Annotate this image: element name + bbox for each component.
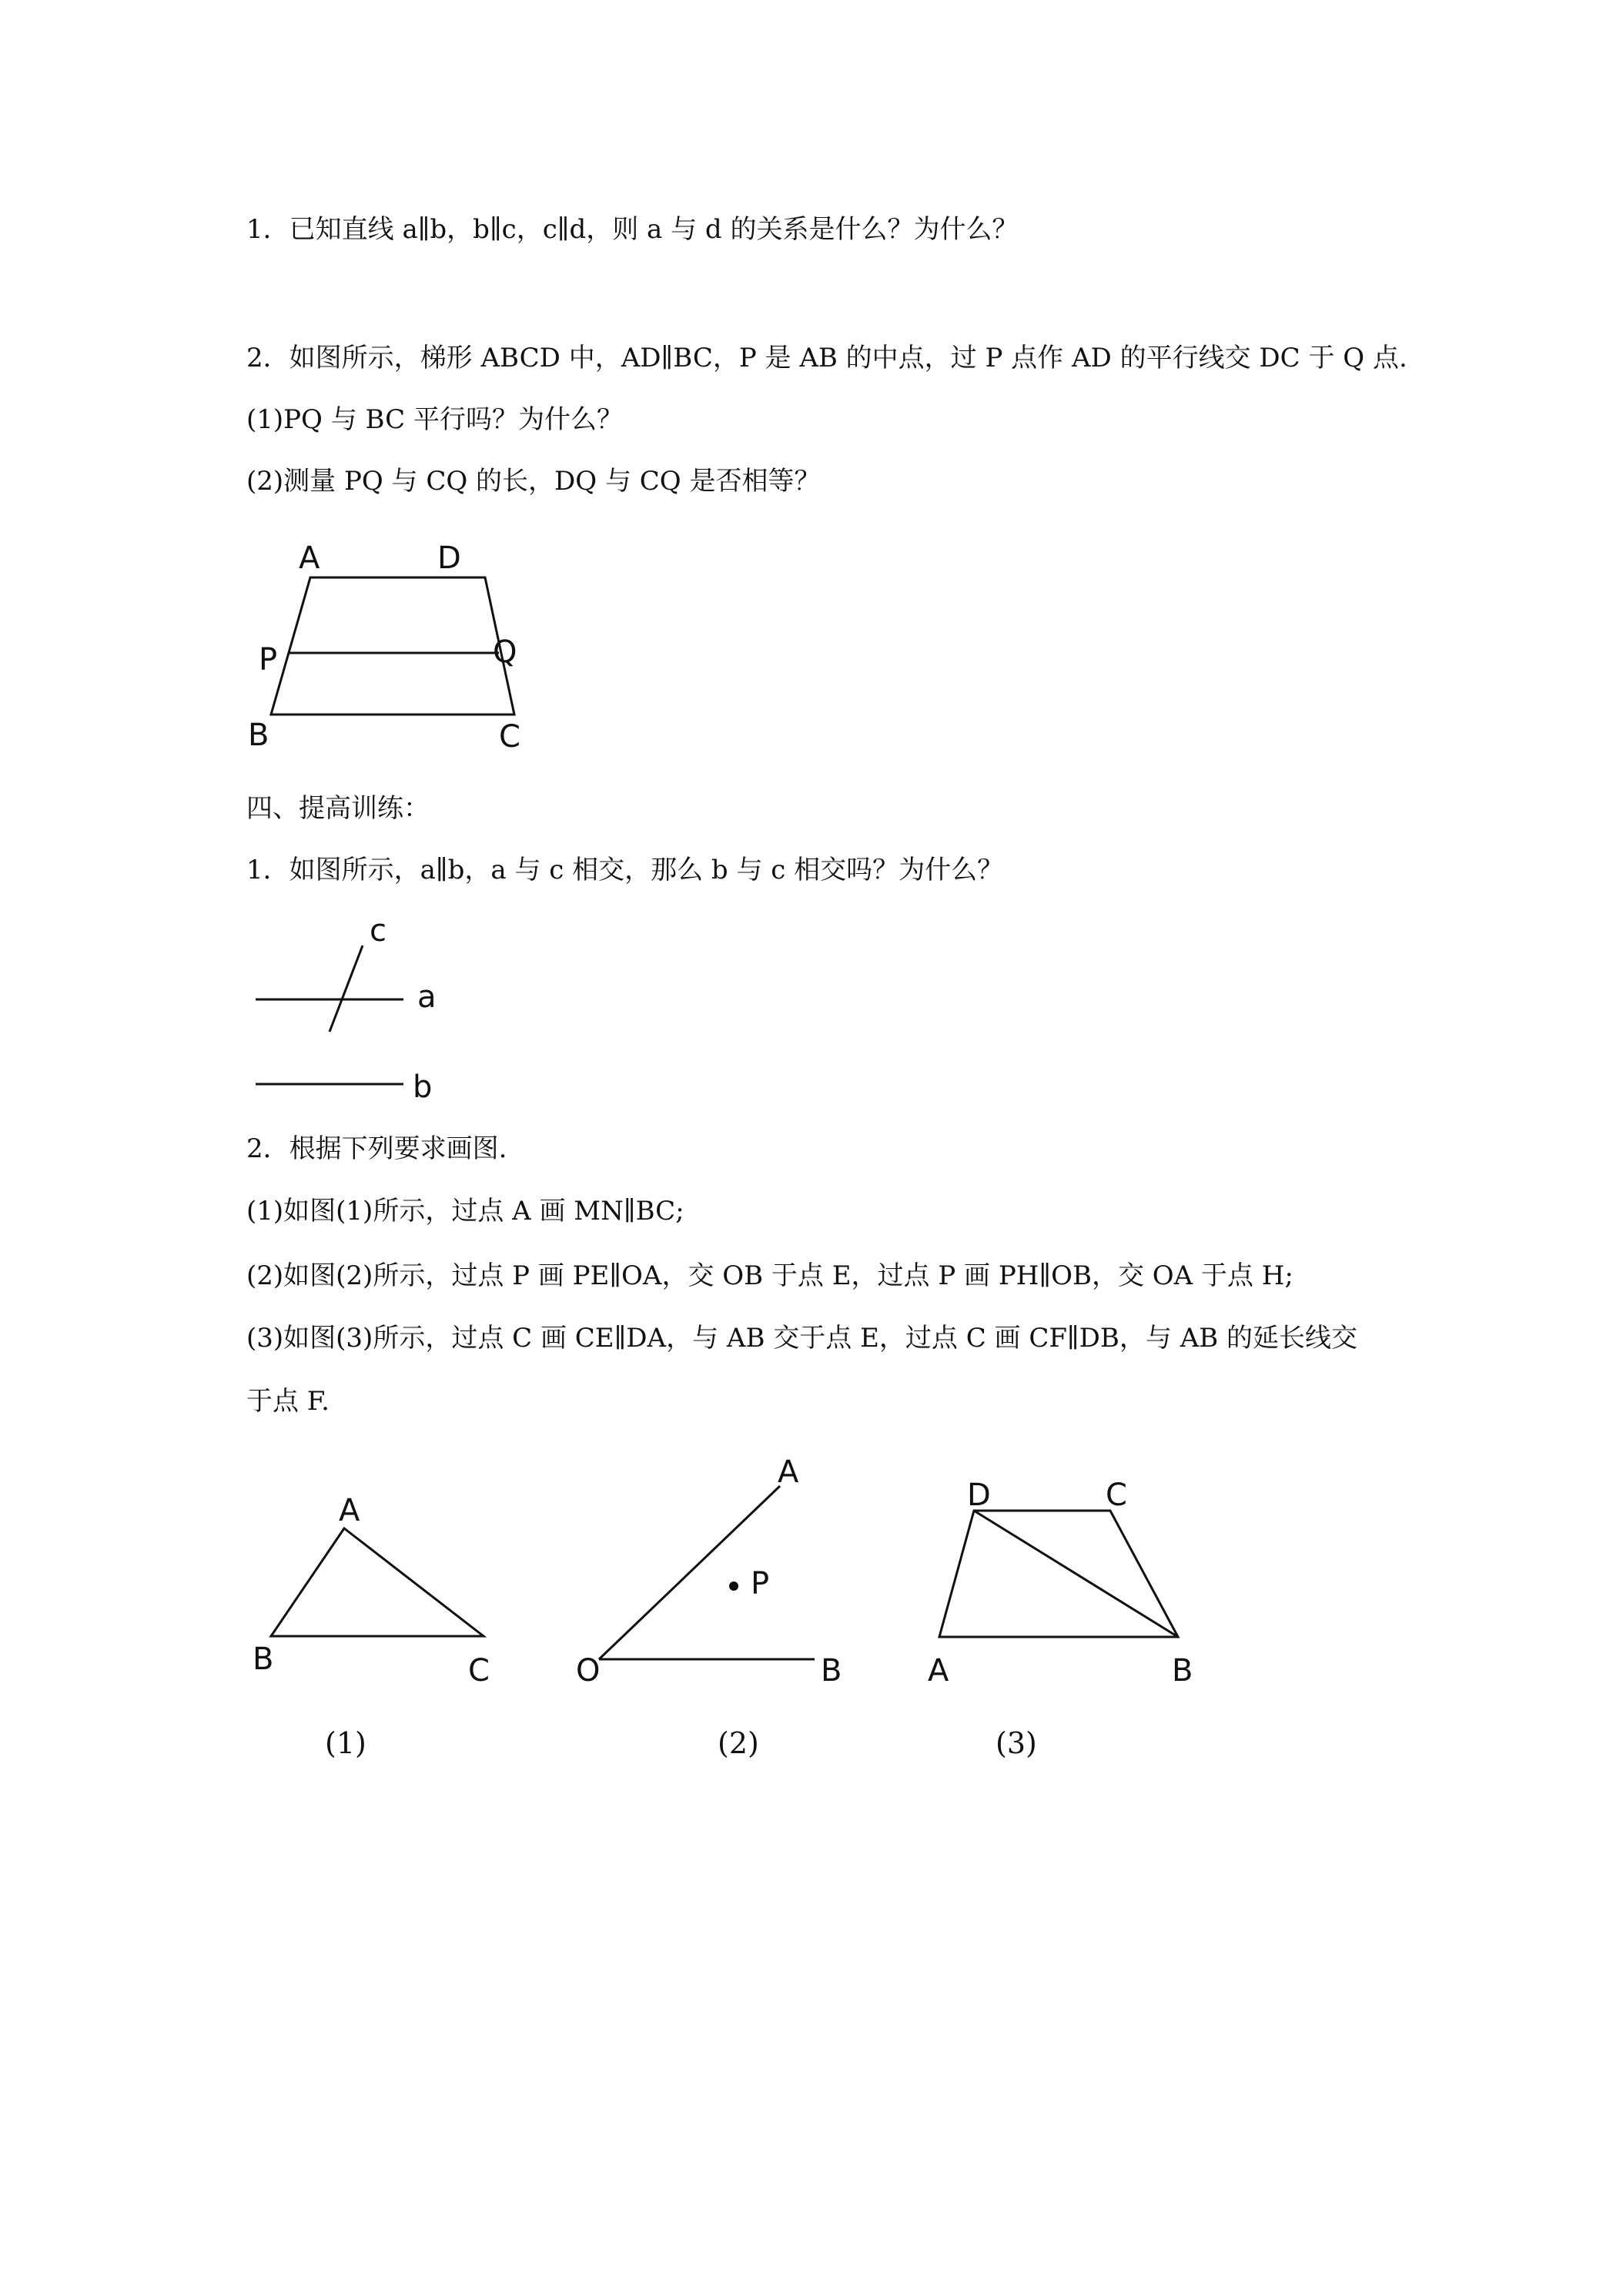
ex2-sub3: (3)如图(3)所示，过点 C 画 CE∥DA，与 AB 交于点 E，过点 C 画 CF∥DB，与 AB 的延长线交 [246, 1323, 1358, 1354]
fig1-label-B: B [253, 1642, 274, 1677]
q2-sub1: (1)PQ 与 BC 平行吗？为什么？ [246, 404, 623, 435]
ex2-sub1: (1)如图(1)所示，过点 A 画 MN∥BC; [246, 1196, 684, 1227]
caption-2: (2) [718, 1726, 759, 1760]
label-Q: Q [493, 634, 517, 670]
label-c: c [370, 913, 387, 949]
ex2-text: 2．根据下列要求画图. [246, 1133, 507, 1164]
q2-text: 2．如图所示，梯形 ABCD 中，AD∥BC，P 是 AB 的中点，过 P 点作 AD 的平行线交 DC 于 Q 点. [246, 343, 1407, 373]
ex2-sub2: (2)如图(2)所示，过点 P 画 PE∥OA，交 OB 于点 E，过点 P 画 PH∥OB，交 OA 于点 H; [246, 1260, 1293, 1291]
fig1-label-A: A [339, 1493, 360, 1528]
ex1-text: 1．如图所示，a∥b，a 与 c 相交，那么 b 与 c 相交吗？为什么？ [246, 855, 1004, 885]
q1-text: 1．已知直线 a∥b，b∥c，c∥d，则 a 与 d 的关系是什么？为什么？ [246, 214, 1019, 245]
ex2-sub3-cont: 于点 F. [246, 1386, 330, 1417]
caption-1: (1) [325, 1726, 366, 1760]
label-D: D [437, 541, 461, 576]
label-B: B [248, 718, 269, 753]
label-a: a [417, 979, 437, 1015]
caption-3: (3) [996, 1726, 1037, 1760]
fig1-label-C: C [468, 1653, 490, 1689]
fig2-label-A: A [778, 1454, 799, 1490]
fig3-label-D: D [967, 1478, 991, 1513]
label-C: C [499, 719, 520, 755]
diagonal-DB [974, 1511, 1178, 1637]
point-P [729, 1581, 738, 1591]
trapezoid-DCBA [939, 1511, 1178, 1637]
section-title: 四、提高训练： [246, 793, 430, 824]
fig3-label-B: B [1172, 1653, 1193, 1689]
triangle-ABC [271, 1528, 484, 1636]
label-A: A [299, 541, 320, 576]
fig2-label-O: O [576, 1653, 601, 1689]
fig3-label-C: C [1106, 1478, 1127, 1513]
fig3-label-A: A [928, 1653, 949, 1689]
fig2-label-P: P [751, 1566, 770, 1602]
fig2-label-B: B [821, 1653, 842, 1689]
label-P: P [259, 642, 278, 678]
q2-sub2: (2)测量 PQ 与 CQ 的长，DQ 与 CQ 是否相等？ [246, 466, 821, 497]
label-b: b [413, 1069, 433, 1105]
